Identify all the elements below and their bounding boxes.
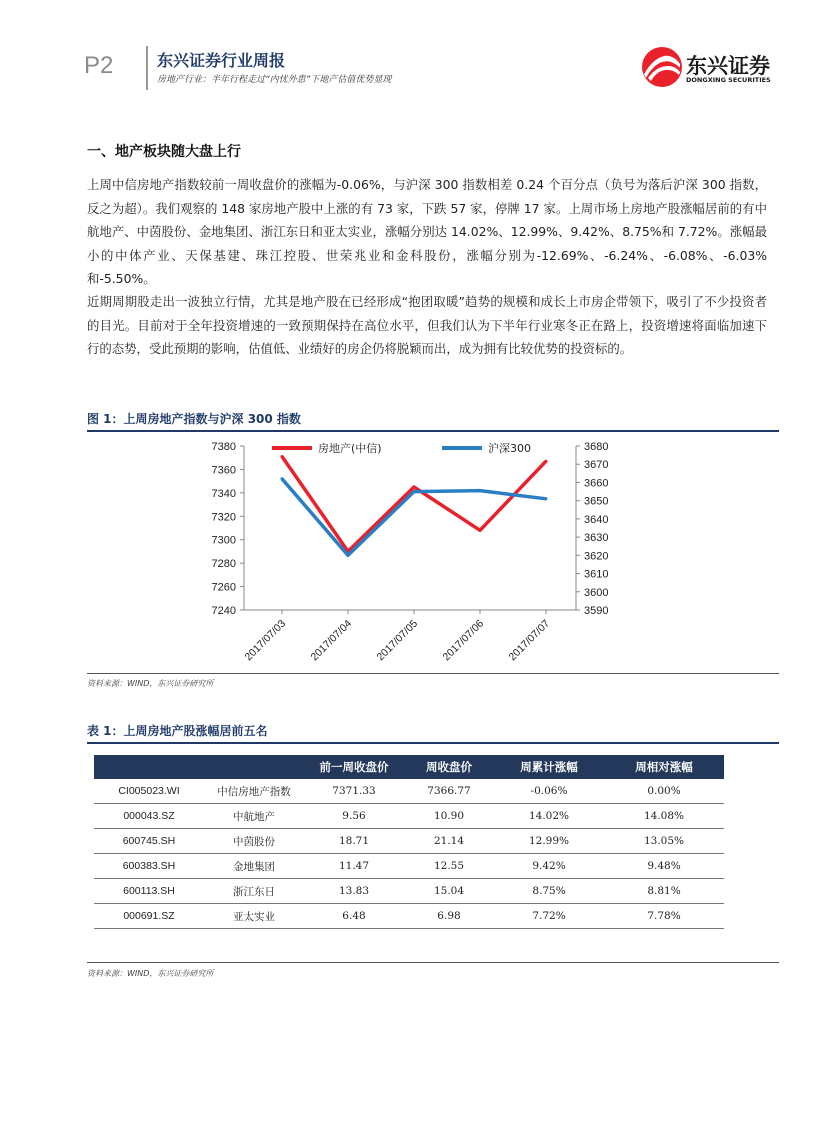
- x-tick-label: 2017/07/06: [440, 617, 487, 664]
- table-row: [94, 904, 724, 929]
- cell-prev: 9.56: [304, 804, 404, 829]
- table-row: [94, 854, 724, 879]
- cell-prev: 18.71: [304, 829, 404, 854]
- header-blank-code: [94, 755, 204, 779]
- right-tick-label: 3600: [584, 586, 609, 599]
- figure-top-rule: [87, 430, 779, 432]
- header-cum-change: 周累计涨幅: [494, 755, 604, 779]
- figure-source: 资料来源：WIND，东兴证券研究所: [87, 679, 214, 688]
- table-top-rule: [87, 742, 779, 744]
- header-divider: [146, 46, 148, 90]
- cell-cum: -0.06%: [494, 779, 604, 804]
- cell-close: 6.98: [404, 904, 494, 929]
- left-tick-label: 7260: [211, 581, 236, 594]
- cell-prev: 11.47: [304, 854, 404, 879]
- top-gainers-table: [94, 755, 724, 929]
- logo-text-en: DONGXING SECURITIES: [686, 76, 771, 84]
- data-point: [479, 489, 482, 492]
- cell-code: 600113.SH: [94, 879, 204, 904]
- legend-label: 沪深300: [488, 442, 531, 455]
- cell-rel: 14.08%: [604, 804, 724, 829]
- data-point: [545, 497, 548, 500]
- cell-code: CI005023.WI: [94, 779, 204, 804]
- left-tick-label: 7340: [211, 487, 236, 500]
- left-tick-label: 7380: [211, 441, 236, 453]
- data-point: [281, 477, 284, 480]
- paragraph-1: 上周中信房地产指数较前一周收盘价的涨幅为-0.06%，与沪深 300 指数相差 0.24 个百分点（负号为落后沪深 300 指数，反之为超）。我们观察的 148 家房地产股中上涨的有 73 家，下跌 57 家，停牌 17 家。上周市场上房地产股涨幅居前的有中航地产、中茵股份、金地集团、浙江东日和亚太实业，涨幅分别达 14.02%、12.99%、9.42%、8.75%和 7.72%。涨幅最小的中体产业、天保基建、珠江控股、世荣兆业和金科股份，涨幅分别为-12.69%、-6.24%、-6.08%、-6.03%和-5.50%。: [87, 177, 767, 286]
- x-tick-label: 2017/07/07: [506, 617, 553, 664]
- left-tick-label: 7240: [211, 605, 236, 617]
- x-tick-label: 2017/07/04: [308, 617, 355, 664]
- header-blank-name: [204, 755, 304, 779]
- left-tick-label: 7320: [211, 511, 236, 524]
- cell-code: 600383.SH: [94, 854, 204, 879]
- table-row: [94, 829, 724, 854]
- section-title: 一、地产板块随大盘上行: [87, 144, 241, 160]
- cell-name: 中茵股份: [204, 829, 304, 854]
- header-rel-change: 周相对涨幅: [604, 755, 724, 779]
- report-brand-title: 东兴证券行业周报: [157, 51, 286, 70]
- cell-cum: 14.02%: [494, 804, 604, 829]
- data-point: [479, 529, 482, 532]
- cell-prev: 13.83: [304, 879, 404, 904]
- x-tick-label: 2017/07/03: [242, 617, 289, 664]
- cell-name: 中信房地产指数: [204, 779, 304, 804]
- data-point: [413, 490, 416, 493]
- cell-close: 21.14: [404, 829, 494, 854]
- data-point: [347, 554, 350, 557]
- cell-rel: 8.81%: [604, 879, 724, 904]
- left-tick-label: 7280: [211, 558, 236, 571]
- cell-name: 浙江东日: [204, 879, 304, 904]
- cell-cum: 12.99%: [494, 829, 604, 854]
- figure-title: 图 1：上周房地产指数与沪深 300 指数: [87, 412, 301, 426]
- figure-bottom-rule: [87, 673, 779, 674]
- cell-code: 000043.SZ: [94, 804, 204, 829]
- data-point: [545, 460, 548, 463]
- cell-code: 000691.SZ: [94, 904, 204, 929]
- series-line-realestate: [282, 457, 546, 552]
- cell-close: 10.90: [404, 804, 494, 829]
- cell-rel: 0.00%: [604, 779, 724, 804]
- header-close: 周收盘价: [404, 755, 494, 779]
- cell-name: 金地集团: [204, 854, 304, 879]
- cell-prev: 7371.33: [304, 779, 404, 804]
- cell-close: 7366.77: [404, 779, 494, 804]
- paragraph-2: 近期周期股走出一波独立行情，尤其是地产股在已经形成“抱团取暖”趋势的规模和成长上市房企带领下，吸引了不少投资者的目光。目前对于全年投资增速的一致预期保持在高位水平，但我们认为下半年行业寒冬正在路上，投资增速将面临加速下行的态势，受此预期的影响，估值低、业绩好的房企仍将脱颖而出，成为拥有比较优势的投资标的。: [87, 294, 767, 356]
- right-tick-label: 3630: [584, 532, 609, 545]
- right-tick-label: 3620: [584, 550, 609, 563]
- cell-cum: 7.72%: [494, 904, 604, 929]
- left-tick-label: 7360: [211, 464, 236, 477]
- table-source: 资料来源：WIND，东兴证券研究所: [87, 969, 214, 978]
- right-tick-label: 3590: [584, 605, 609, 617]
- page-number: P2: [84, 52, 114, 79]
- cell-rel: 9.48%: [604, 854, 724, 879]
- right-tick-label: 3660: [584, 477, 609, 490]
- data-point: [281, 455, 284, 458]
- cell-rel: 13.05%: [604, 829, 724, 854]
- header-prev-close: 前一周收盘价: [304, 755, 404, 779]
- cell-close: 12.55: [404, 854, 494, 879]
- table-row: [94, 804, 724, 829]
- line-chart: [194, 434, 614, 680]
- right-tick-label: 3670: [584, 459, 609, 472]
- cell-prev: 6.48: [304, 904, 404, 929]
- cell-cum: 9.42%: [494, 854, 604, 879]
- legend-label: 房地产(中信): [318, 442, 382, 455]
- table-bottom-rule: [87, 962, 779, 963]
- data-point: [413, 486, 416, 489]
- right-tick-label: 3650: [584, 495, 609, 508]
- right-tick-label: 3640: [584, 513, 609, 526]
- cell-close: 15.04: [404, 879, 494, 904]
- logo-text: 东兴证券: [686, 54, 770, 78]
- company-logo-icon: [640, 46, 684, 88]
- right-tick-label: 3680: [584, 441, 609, 453]
- table-title: 表 1：上周房地产股涨幅居前五名: [87, 724, 268, 738]
- table-row: [94, 879, 724, 904]
- cell-code: 600745.SH: [94, 829, 204, 854]
- cell-rel: 7.78%: [604, 904, 724, 929]
- cell-name: 亚太实业: [204, 904, 304, 929]
- left-tick-label: 7300: [211, 534, 236, 547]
- table-header-row: [94, 755, 724, 779]
- x-tick-label: 2017/07/05: [374, 617, 421, 664]
- cell-cum: 8.75%: [494, 879, 604, 904]
- right-tick-label: 3610: [584, 568, 609, 581]
- cell-name: 中航地产: [204, 804, 304, 829]
- report-subtitle: 房地产行业：半年行程走过“内忧外患”下地产估值优势显现: [157, 75, 392, 85]
- table-row: [94, 779, 724, 804]
